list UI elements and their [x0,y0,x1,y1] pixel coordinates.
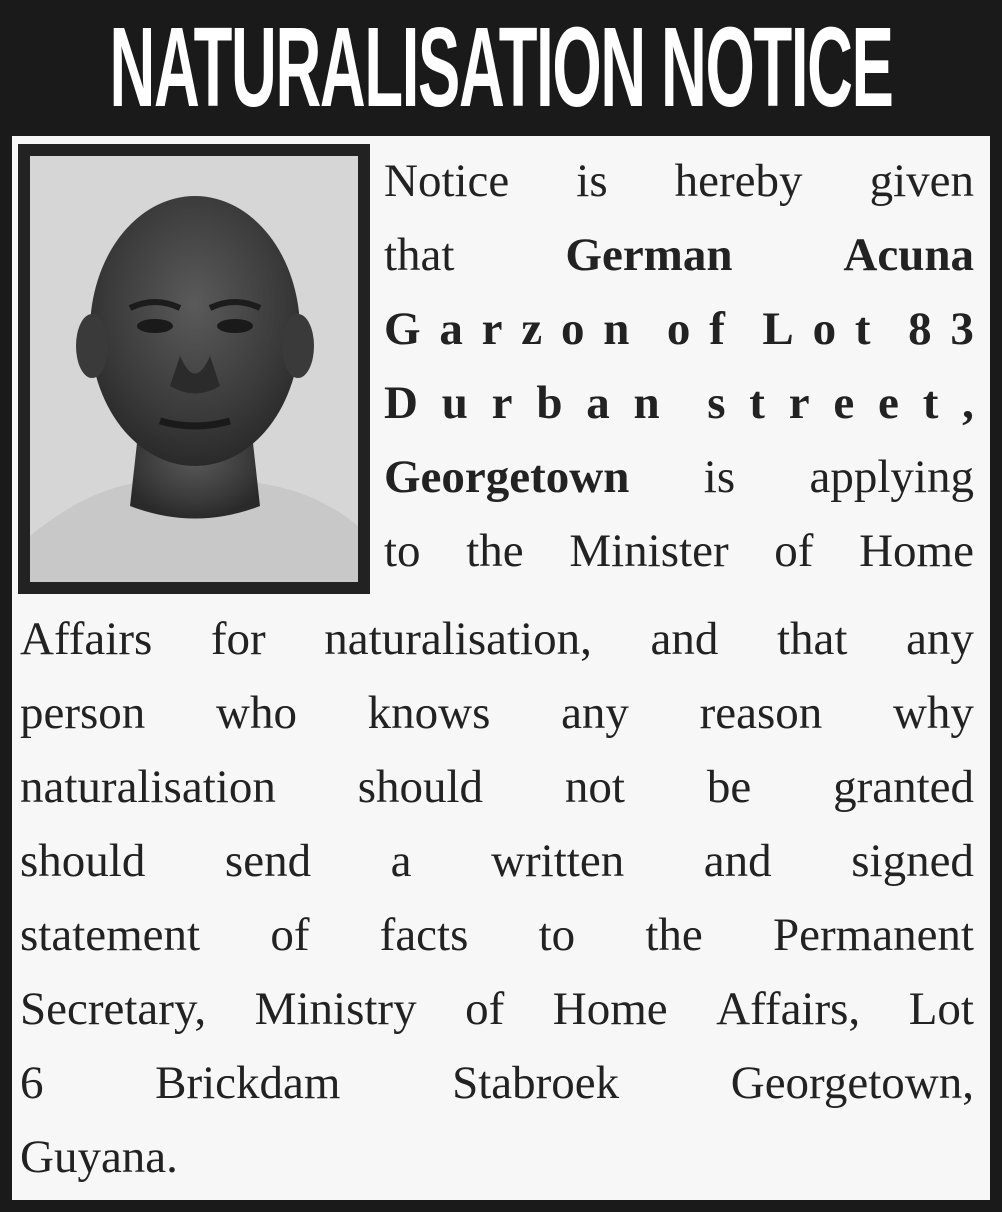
intro-line-2 [384,218,974,292]
main-line-4 [20,824,974,898]
word: a [390,835,412,887]
word: 6 [20,1057,44,1109]
applicant-photo [30,156,358,582]
main-line-8: Guyana. [20,1131,178,1183]
letter: n [603,303,630,355]
intro-line-5 [384,440,974,514]
word: signed [851,835,974,887]
word: be [706,761,752,813]
word: of [465,983,505,1035]
word: hereby [674,155,803,207]
word: facts [379,909,469,961]
letter: o [666,303,691,355]
word: Stabroek [452,1057,620,1109]
word: should [20,835,146,887]
intro-line-4 [384,366,974,440]
letter: L [762,303,794,355]
word: statement [20,909,201,961]
word: given [869,155,974,207]
applicant-name-first: German [565,229,733,281]
letter: z [521,303,543,355]
word: and [650,613,719,665]
main-line-3 [20,750,974,824]
notice-body [12,136,990,1200]
word: Brickdam [155,1057,341,1109]
word: to [538,909,576,961]
letter: a [586,377,610,429]
word: Permanent [773,909,974,961]
word: Lot [908,983,974,1035]
word: of [270,909,310,961]
applicant-photo-frame [18,144,370,594]
letter: u [441,377,468,429]
word: naturalisation [20,761,276,813]
word: written [491,835,625,887]
word: why [892,687,974,739]
location-georgetown: Georgetown [384,451,630,503]
word: knows [367,687,491,739]
word: the [645,909,703,961]
main-line-5 [20,898,974,972]
letter: f [709,303,725,355]
word: applying [809,451,974,503]
word: any [906,613,974,665]
letter: s [707,377,726,429]
word: Home [859,525,974,577]
word: is [576,155,608,207]
intro-line-3 [384,292,974,366]
notice-main-paragraph [20,602,974,1194]
letter: t [922,377,939,429]
main-line-7 [20,1046,974,1120]
letter: 8 [908,303,932,355]
letter: G [384,303,421,355]
word: for [210,613,266,665]
word: that [384,229,455,281]
applicant-name-middle: Acuna [843,229,974,281]
word: to [384,525,421,577]
main-line-6 [20,972,974,1046]
letter: 3 [950,303,974,355]
word: Affairs [20,613,153,665]
word: Home [552,983,668,1035]
letter: n [633,377,660,429]
main-line-1 [20,602,974,676]
word: person [20,687,146,739]
word: Ministry [254,983,417,1035]
word: should [357,761,484,813]
word: Affairs, [716,983,861,1035]
letter: r [788,377,810,429]
letter: b [536,377,563,429]
letter: r [491,377,513,429]
letter: r [481,303,503,355]
letter: , [962,377,974,429]
letter: a [439,303,463,355]
notice-intro-paragraph [384,144,974,588]
letter: o [560,303,585,355]
letter: t [854,303,871,355]
word: Georgetown, [730,1057,974,1109]
word: Minister [569,525,729,577]
letter: o [812,303,837,355]
word: reason [699,687,823,739]
word: that [776,613,848,665]
notice-title: NATURALISATION NOTICE [109,4,893,131]
word: who [216,687,297,739]
word: and [703,835,772,887]
main-line-2 [20,676,974,750]
word: send [224,835,312,887]
word: granted [833,761,974,813]
word: Notice [384,155,510,207]
word: naturalisation, [324,613,592,665]
intro-line-6 [384,514,974,588]
word: of [774,525,814,577]
letter: t [749,377,765,429]
word: is [703,451,736,503]
letter: e [833,377,855,429]
letter: e [878,377,899,429]
word: Secretary, [20,983,207,1035]
intro-line-1 [384,144,974,218]
word: not [564,761,625,813]
word: the [466,525,524,577]
word: any [561,687,629,739]
letter: D [384,377,418,429]
